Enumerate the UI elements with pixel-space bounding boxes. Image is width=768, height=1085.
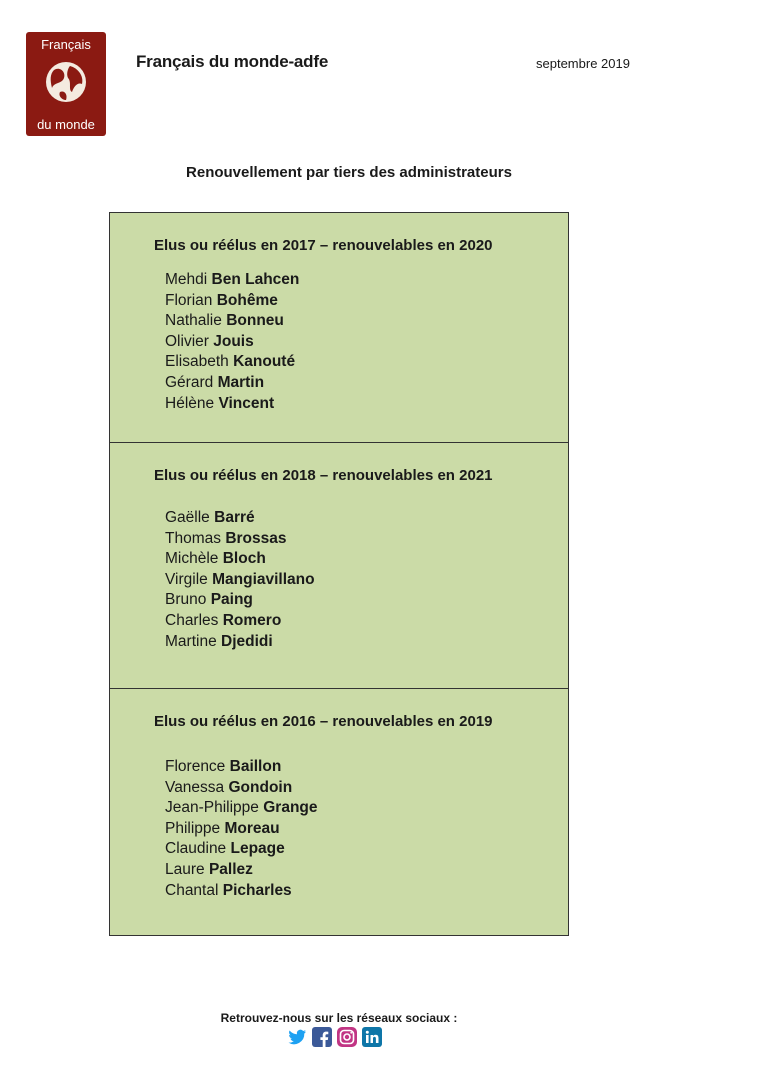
member-item [165, 352, 299, 373]
member-item [165, 860, 318, 881]
first-name: Gaëlle [165, 509, 210, 526]
first-name: Bruno [165, 591, 207, 609]
member-item [165, 394, 299, 415]
member-item [165, 311, 299, 332]
document-title: Renouvellement par tiers des administrateurs [186, 164, 512, 181]
first-name: Vanessa [165, 778, 225, 796]
member-list [165, 508, 315, 652]
linkedin-icon[interactable] [362, 1027, 382, 1047]
administrators-table [109, 212, 569, 936]
last-name: Brossas [225, 529, 287, 547]
member-list [165, 757, 318, 901]
last-name: Gondoin [228, 778, 293, 796]
last-name: Martin [217, 373, 265, 391]
logo-text-top: Français [41, 37, 91, 52]
last-name: Pallez [208, 860, 253, 878]
last-name: Grange [263, 799, 318, 817]
section-heading: Elus ou réélus en 2017 – renouvelables en 2020 [154, 237, 493, 254]
member-item [165, 757, 318, 778]
member-item [165, 373, 299, 394]
last-name: Ben Lahcen [211, 271, 300, 288]
last-name: Lepage [230, 840, 285, 858]
section-heading: Elus ou réélus en 2018 – renouvelables en 2021 [154, 467, 493, 484]
last-name: Djedidi [221, 632, 273, 650]
first-name: Jean-Philippe [165, 799, 259, 817]
last-name: Mangiavillano [212, 570, 315, 588]
first-name: Philippe [165, 819, 221, 837]
first-name: Nathalie [165, 312, 222, 330]
section-heading: Elus ou réélus en 2016 – renouvelables en 2019 [154, 713, 493, 730]
last-name: Moreau [224, 819, 280, 837]
first-name: Laure [165, 860, 205, 878]
first-name: Olivier [165, 332, 209, 350]
section-2016 [110, 688, 568, 936]
member-item [165, 611, 315, 632]
first-name: Martine [165, 632, 217, 650]
social-media-caption: Retrouvez-nous sur les réseaux sociaux : [220, 1011, 458, 1025]
first-name: Florence [165, 758, 226, 775]
member-item [165, 881, 318, 902]
first-name: Claudine [165, 840, 227, 858]
member-item [165, 549, 315, 570]
first-name: Florian [165, 291, 213, 309]
first-name: Elisabeth [165, 353, 229, 371]
logo [26, 32, 106, 136]
member-item [165, 778, 318, 799]
member-item [165, 570, 315, 591]
last-name: Kanouté [233, 353, 296, 371]
member-item [165, 839, 318, 860]
member-item [165, 798, 318, 819]
section-2017 [110, 213, 568, 442]
member-item [165, 632, 315, 653]
last-name: Picharles [222, 881, 292, 899]
first-name: Chantal [165, 881, 219, 899]
first-name: Thomas [165, 529, 221, 547]
facebook-icon[interactable] [312, 1027, 332, 1047]
social-icons [287, 1027, 382, 1047]
last-name: Jouis [213, 332, 254, 350]
first-name: Mehdi [165, 271, 208, 288]
last-name: Bloch [222, 550, 266, 568]
section-2018 [110, 442, 568, 689]
instagram-icon[interactable] [337, 1027, 357, 1047]
last-name: Bohême [216, 291, 278, 309]
first-name: Hélène [165, 394, 215, 412]
member-item [165, 332, 299, 353]
logo-text-bottom: du monde [37, 117, 95, 132]
member-list [165, 270, 299, 414]
member-item [165, 508, 315, 529]
last-name: Vincent [218, 394, 275, 412]
member-item [165, 291, 299, 312]
last-name: Romero [222, 611, 282, 629]
member-item [165, 529, 315, 550]
first-name: Gérard [165, 373, 214, 391]
first-name: Michèle [165, 550, 219, 568]
organization-name: Français du monde-adfe [136, 52, 329, 71]
first-name: Charles [165, 611, 219, 629]
first-name: Virgile [165, 570, 208, 588]
member-item [165, 590, 315, 611]
last-name: Baillon [229, 758, 282, 775]
member-item [165, 819, 318, 840]
globe-icon [44, 56, 88, 108]
last-name: Bonneu [226, 312, 284, 330]
last-name: Barré [214, 509, 255, 526]
member-item [165, 270, 299, 291]
last-name: Paing [210, 591, 253, 609]
document-date: septembre 2019 [536, 56, 630, 71]
twitter-icon[interactable] [287, 1027, 307, 1047]
